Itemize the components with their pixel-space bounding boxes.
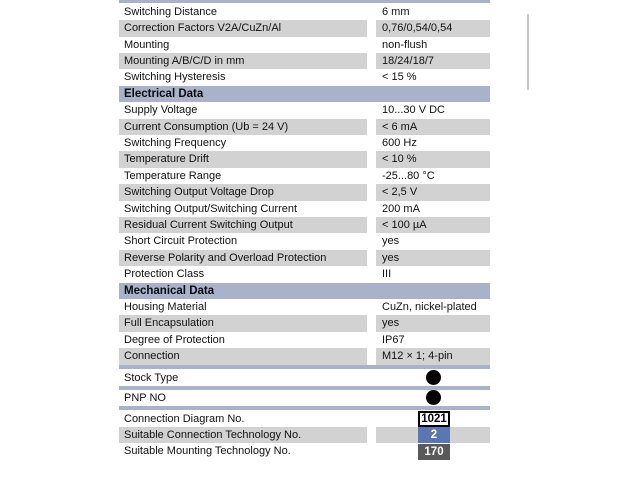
spec-label: Full Encapsulation (119, 315, 367, 331)
spec-row-supply-voltage (119, 102, 490, 118)
spec-value: yes (376, 250, 490, 266)
spec-row-connection (119, 348, 490, 364)
spec-label: Residual Current Switching Output (119, 217, 367, 233)
spec-value: 6 mm (382, 5, 410, 18)
spec-row-residual-current (119, 217, 490, 233)
spec-row-output-voltage-drop (119, 184, 490, 200)
spec-value: IP67 (382, 333, 405, 346)
flag-label: Stock Type (124, 371, 179, 384)
spec-row-switching-distance (119, 4, 490, 20)
connection-diagram-badge: 1021 (418, 411, 450, 427)
flag-label: PNP NO (124, 391, 166, 404)
conn-label: Suitable Connection Technology No. (119, 427, 367, 443)
spec-label: Temperature Drift (119, 151, 367, 167)
spec-label: Supply Voltage (124, 104, 198, 117)
spec-label: Correction Factors V2A/CuZn/Al (119, 20, 367, 36)
spec-value: 18/24/18/7 (376, 53, 490, 69)
spec-label: Housing Material (124, 301, 207, 313)
spec-label: Protection Class (124, 268, 205, 281)
spec-value: yes (376, 315, 490, 331)
spec-value: M12 × 1; 4-pin (376, 348, 490, 364)
spec-value: non-flush (382, 38, 428, 51)
spec-label: Connection (119, 348, 367, 364)
datasheet (119, 0, 490, 480)
spec-value: < 10 % (376, 151, 490, 167)
spec-value: -25...80 °C (382, 169, 435, 182)
divider (119, 365, 490, 369)
conn-label: Suitable Mounting Technology No. (124, 445, 291, 458)
spec-row-degree-of-protection (119, 332, 490, 348)
spec-value: < 2,5 V (376, 184, 490, 200)
spec-value: yes (382, 235, 400, 248)
spec-value: III (382, 268, 392, 281)
spec-row-mounting-dimensions (119, 53, 490, 69)
spec-row-housing-material (119, 299, 490, 315)
spec-row-current-consumption (119, 119, 490, 135)
spec-value: 0,76/0,54/0,54 (376, 20, 490, 36)
spec-value: < 6 mA (376, 119, 490, 135)
spec-label: Mounting (124, 38, 170, 51)
spec-row-reverse-polarity (119, 250, 490, 266)
spec-label: Switching Distance (124, 5, 217, 18)
spec-label: Switching Output Voltage Drop (119, 184, 367, 200)
spec-value: CuZn, nickel-plated (382, 301, 477, 313)
spec-label: Switching Output/Switching Current (124, 202, 298, 215)
spec-row-correction-factors (119, 20, 490, 36)
spec-row-temperature-drift (119, 151, 490, 167)
section-header-mechanical: Mechanical Data (119, 283, 490, 299)
top-divider (119, 0, 490, 3)
spec-value: < 15 % (382, 71, 417, 84)
spec-label: Temperature Range (124, 169, 222, 182)
spec-label: Switching Hysteresis (124, 71, 226, 84)
spec-label: Degree of Protection (124, 333, 225, 346)
spec-row-full-encapsulation (119, 315, 490, 331)
spec-label: Reverse Polarity and Overload Protection (119, 250, 367, 266)
spec-label: Mounting A/B/C/D in mm (119, 53, 367, 69)
spec-value: 200 mA (382, 202, 420, 215)
spec-row-switching-hysteresis (119, 69, 490, 85)
spec-row-mounting (119, 37, 490, 53)
spec-label: Switching Frequency (124, 137, 227, 149)
spec-row-temperature-range (119, 168, 490, 184)
scrollbar[interactable] (527, 14, 529, 90)
conn-label: Connection Diagram No. (124, 412, 245, 425)
section-header-electrical: Electrical Data (119, 86, 490, 102)
spec-value: < 100 µA (376, 217, 490, 233)
connection-technology-badge: 2 (418, 427, 450, 443)
spec-row-switching-current (119, 201, 490, 217)
mounting-technology-badge: 170 (418, 444, 450, 460)
spec-row-short-circuit-protection (119, 233, 490, 249)
spec-value: 10...30 V DC (382, 104, 445, 117)
stock-type-indicator (426, 370, 441, 385)
spec-label: Current Consumption (Ub = 24 V) (119, 119, 367, 135)
divider (119, 406, 490, 410)
spec-row-switching-frequency (119, 135, 490, 151)
pnp-no-indicator (426, 390, 441, 405)
spec-label: Short Circuit Protection (124, 235, 238, 248)
spec-row-protection-class (119, 266, 490, 282)
spec-value: 600 Hz (382, 137, 417, 149)
